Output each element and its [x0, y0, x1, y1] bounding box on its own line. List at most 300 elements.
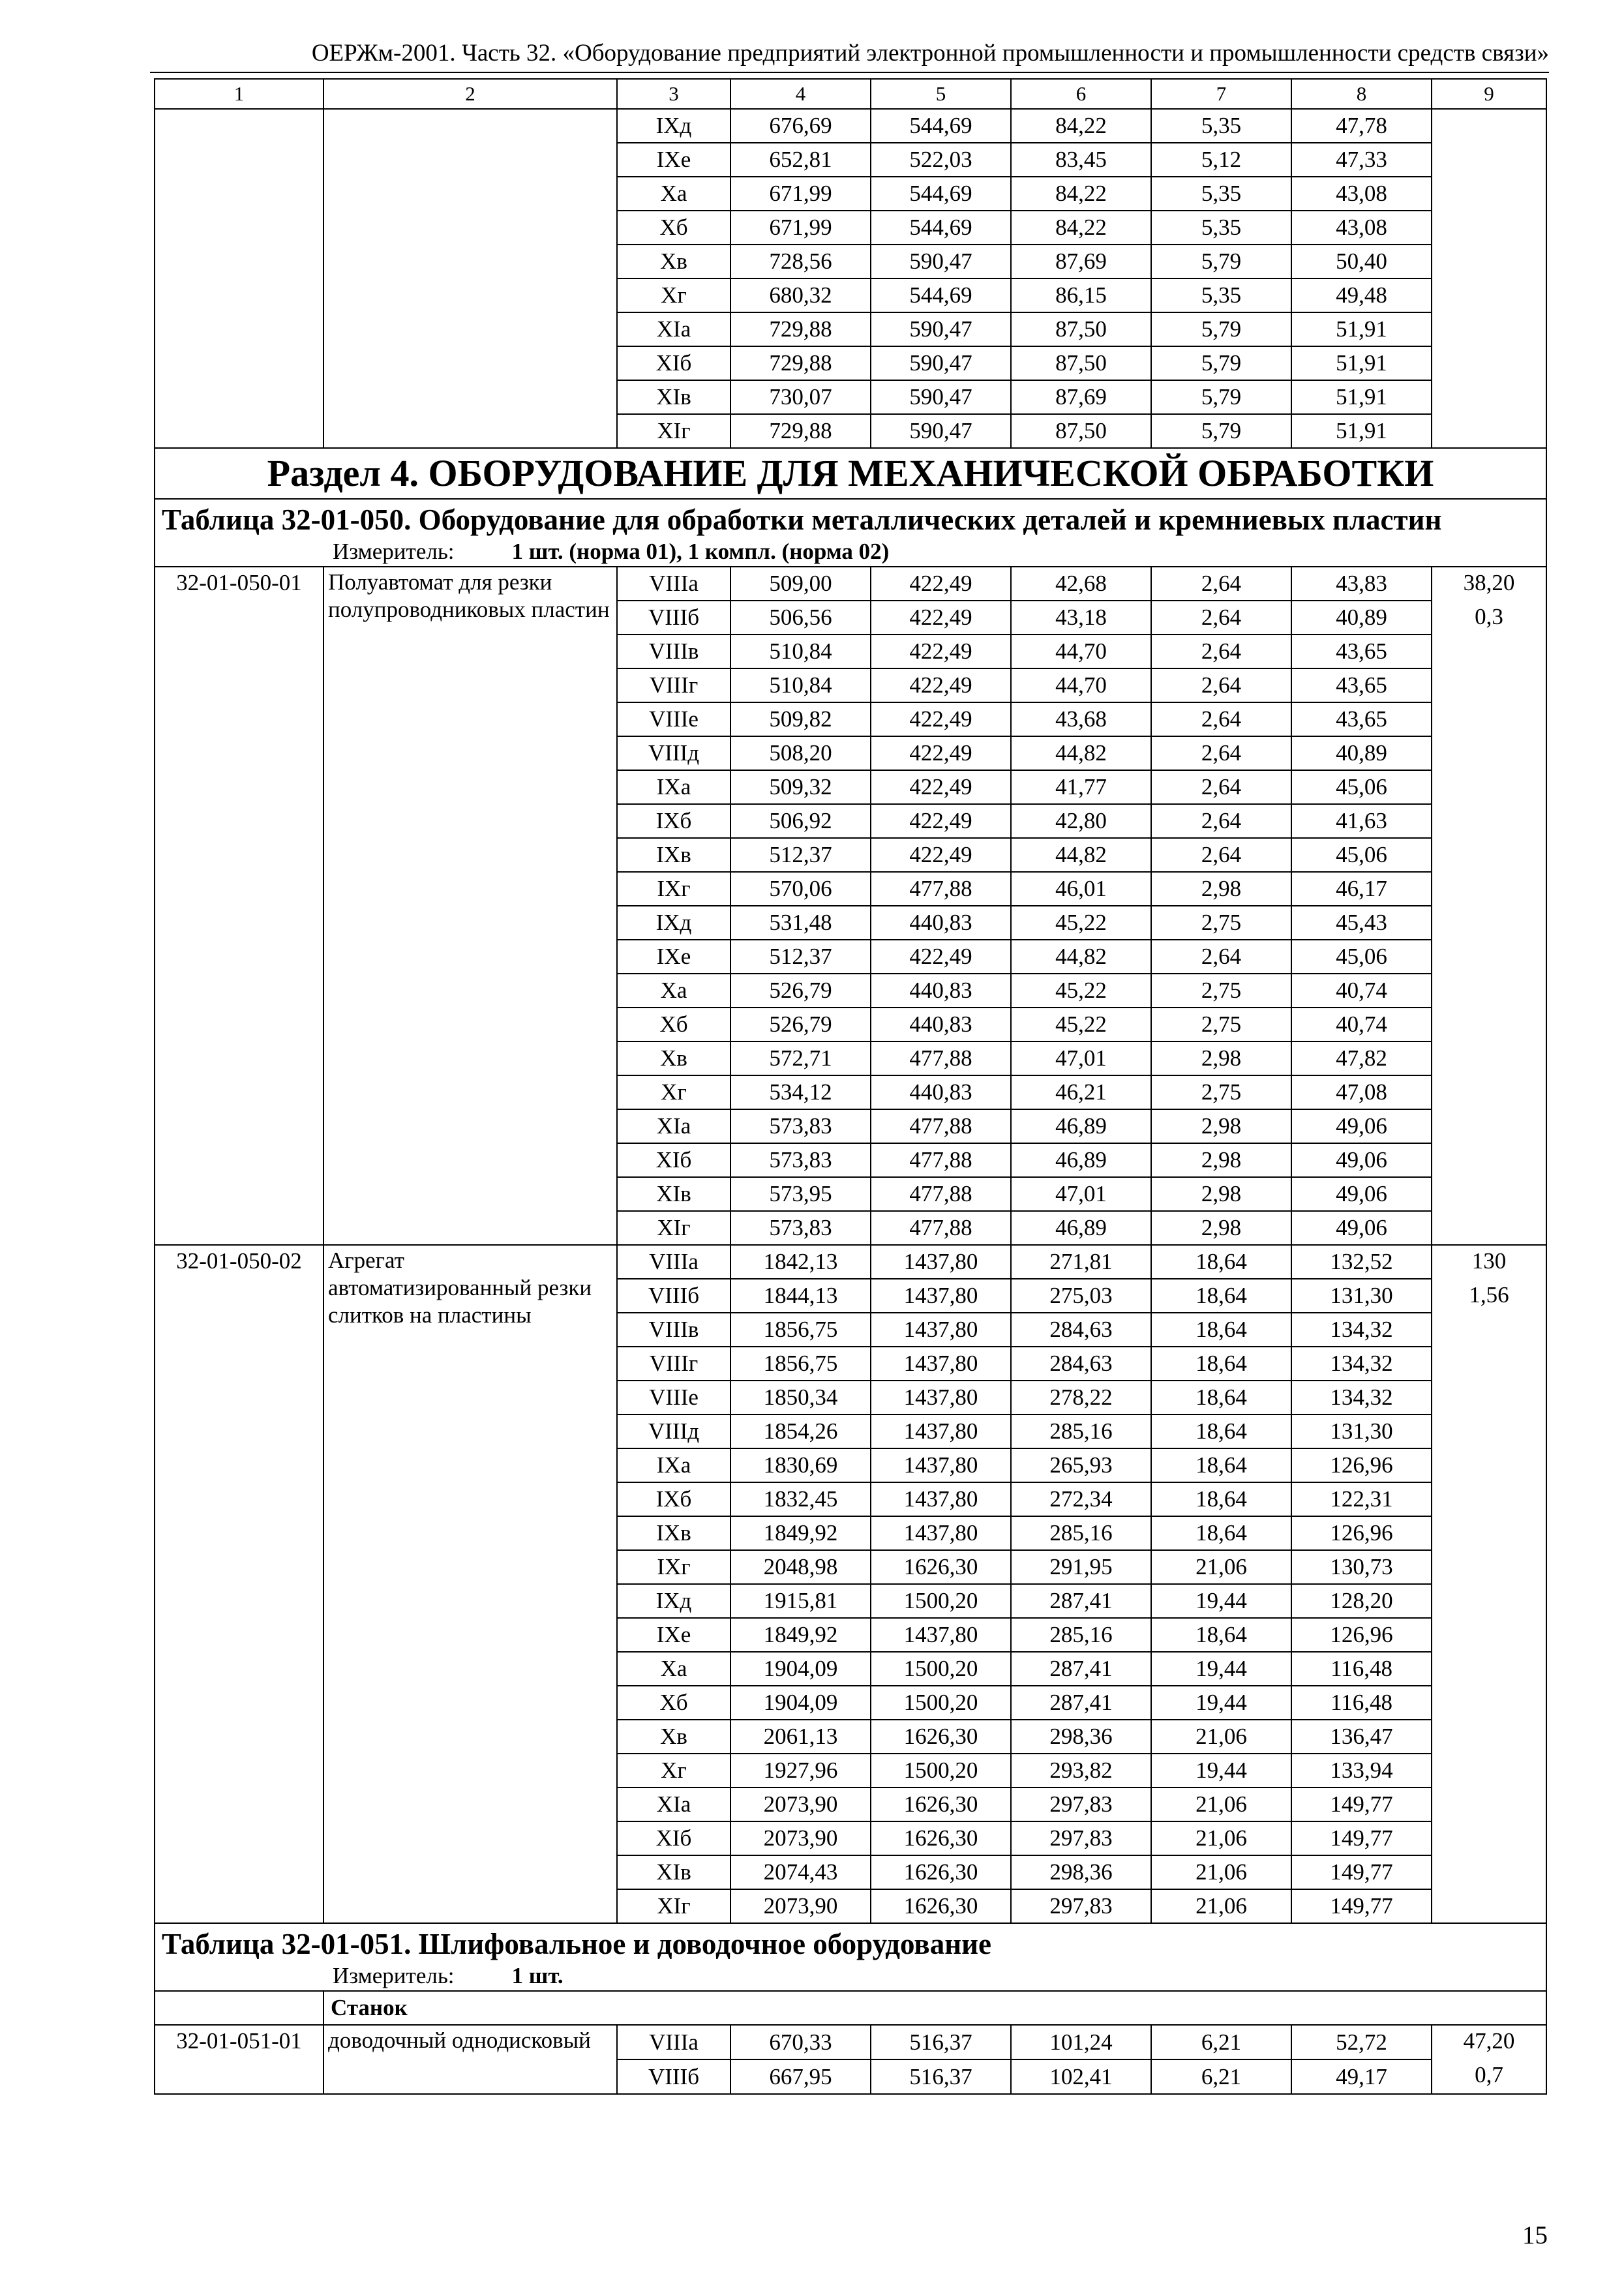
- value-cell: 2,64: [1151, 736, 1291, 770]
- value-cell: 87,50: [1011, 346, 1151, 380]
- value-cell: 1626,30: [871, 1720, 1011, 1754]
- value-cell: 298,36: [1011, 1855, 1151, 1889]
- col9-cell: [1432, 1245, 1546, 1923]
- col9-cell: [1432, 2025, 1546, 2094]
- value-cell: 5,79: [1151, 414, 1291, 448]
- value-cell: 101,24: [1011, 2025, 1151, 2059]
- value-cell: 422,49: [871, 770, 1011, 804]
- value-cell: 728,56: [730, 245, 871, 278]
- col9-value: 47,20: [1463, 2028, 1515, 2054]
- table-row: [155, 2025, 1546, 2059]
- value-cell: 122,31: [1291, 1482, 1432, 1516]
- value-cell: 46,17: [1291, 872, 1432, 906]
- value-cell: 130,73: [1291, 1550, 1432, 1584]
- value-cell: 116,48: [1291, 1652, 1432, 1686]
- value-cell: 40,74: [1291, 1008, 1432, 1041]
- value-cell: 297,83: [1011, 1889, 1151, 1923]
- value-cell: 1844,13: [730, 1279, 871, 1313]
- value-cell: 5,35: [1151, 109, 1291, 143]
- category-cell: IXe: [617, 143, 730, 177]
- value-cell: 83,45: [1011, 143, 1151, 177]
- value-cell: 2,64: [1151, 770, 1291, 804]
- table-title: Таблица 32-01-050. Оборудование для обработки металлических деталей и кремниевых пластин: [162, 503, 1442, 536]
- value-cell: 573,83: [730, 1143, 871, 1177]
- value-cell: 46,01: [1011, 872, 1151, 906]
- category-cell: XIг: [617, 1211, 730, 1245]
- value-cell: 44,82: [1011, 940, 1151, 974]
- col9-value: 38,20: [1463, 570, 1515, 595]
- group-label: Станок: [323, 1991, 1546, 2025]
- value-cell: 1849,92: [730, 1618, 871, 1652]
- value-cell: 45,06: [1291, 838, 1432, 872]
- value-cell: 5,79: [1151, 380, 1291, 414]
- value-cell: 1500,20: [871, 1652, 1011, 1686]
- value-cell: 1915,81: [730, 1584, 871, 1618]
- value-cell: 1437,80: [871, 1381, 1011, 1414]
- estimate-table: [154, 78, 1547, 2095]
- category-cell: VIIIб: [617, 1279, 730, 1313]
- value-cell: 40,89: [1291, 736, 1432, 770]
- value-cell: 477,88: [871, 1041, 1011, 1075]
- category-cell: VIIIa: [617, 1245, 730, 1279]
- value-cell: 46,21: [1011, 1075, 1151, 1109]
- column-number: 4: [730, 79, 871, 109]
- value-cell: 84,22: [1011, 109, 1151, 143]
- value-cell: 84,22: [1011, 211, 1151, 245]
- value-cell: 531,48: [730, 906, 871, 940]
- category-cell: VIIIд: [617, 736, 730, 770]
- category-cell: IXв: [617, 1516, 730, 1550]
- code-cell: [155, 109, 323, 448]
- value-cell: 87,50: [1011, 414, 1151, 448]
- column-number: 7: [1151, 79, 1291, 109]
- column-number: 3: [617, 79, 730, 109]
- category-cell: IXe: [617, 1618, 730, 1652]
- value-cell: 84,22: [1011, 177, 1151, 211]
- value-cell: 534,12: [730, 1075, 871, 1109]
- value-cell: 18,64: [1151, 1448, 1291, 1482]
- group-row: [155, 1991, 1546, 2025]
- category-cell: Xг: [617, 1075, 730, 1109]
- category-cell: VIIIa: [617, 2025, 730, 2059]
- value-cell: 729,88: [730, 414, 871, 448]
- value-cell: 285,16: [1011, 1618, 1151, 1652]
- category-cell: IXв: [617, 838, 730, 872]
- value-cell: 19,44: [1151, 1652, 1291, 1686]
- value-cell: 509,32: [730, 770, 871, 804]
- category-cell: XIб: [617, 346, 730, 380]
- value-cell: 572,71: [730, 1041, 871, 1075]
- value-cell: 6,21: [1151, 2059, 1291, 2094]
- item-name: Полуавтомат для резки полупроводниковых пластин: [323, 567, 617, 1245]
- value-cell: 667,95: [730, 2059, 871, 2094]
- value-cell: 671,99: [730, 211, 871, 245]
- value-cell: 509,00: [730, 567, 871, 601]
- category-cell: IXд: [617, 906, 730, 940]
- value-cell: 128,20: [1291, 1584, 1432, 1618]
- table-row: [155, 567, 1546, 601]
- value-cell: 422,49: [871, 567, 1011, 601]
- value-cell: 652,81: [730, 143, 871, 177]
- value-cell: 1437,80: [871, 1618, 1011, 1652]
- value-cell: 2,75: [1151, 1075, 1291, 1109]
- value-cell: 570,06: [730, 872, 871, 906]
- col9-value: 0,7: [1475, 2062, 1503, 2087]
- value-cell: 134,32: [1291, 1347, 1432, 1381]
- column-number: 6: [1011, 79, 1151, 109]
- meter-label: Измеритель:: [333, 1963, 455, 1988]
- category-cell: XIб: [617, 1821, 730, 1855]
- value-cell: 2073,90: [730, 1788, 871, 1821]
- table-title-row: [155, 499, 1546, 567]
- item-name: доводочный однодисковый: [323, 2025, 617, 2094]
- value-cell: 18,64: [1151, 1381, 1291, 1414]
- value-cell: 1927,96: [730, 1754, 871, 1788]
- category-cell: Xг: [617, 1754, 730, 1788]
- category-cell: XIa: [617, 312, 730, 346]
- value-cell: 477,88: [871, 872, 1011, 906]
- value-cell: 440,83: [871, 1008, 1011, 1041]
- value-cell: 51,91: [1291, 414, 1432, 448]
- value-cell: 516,37: [871, 2025, 1011, 2059]
- value-cell: 676,69: [730, 109, 871, 143]
- value-cell: 2,98: [1151, 1177, 1291, 1211]
- value-cell: 5,79: [1151, 312, 1291, 346]
- value-cell: 512,37: [730, 940, 871, 974]
- category-cell: VIIIд: [617, 1414, 730, 1448]
- category-cell: Xв: [617, 1720, 730, 1754]
- table-title-cell: [155, 1923, 1546, 1991]
- value-cell: 510,84: [730, 668, 871, 702]
- value-cell: 2073,90: [730, 1889, 871, 1923]
- value-cell: 2,98: [1151, 1041, 1291, 1075]
- table-row: [155, 1245, 1546, 1279]
- value-cell: 2073,90: [730, 1821, 871, 1855]
- value-cell: 42,80: [1011, 804, 1151, 838]
- value-cell: 126,96: [1291, 1618, 1432, 1652]
- value-cell: 1437,80: [871, 1414, 1011, 1448]
- value-cell: 1626,30: [871, 1821, 1011, 1855]
- value-cell: 45,22: [1011, 906, 1151, 940]
- category-cell: Xa: [617, 974, 730, 1008]
- value-cell: 278,22: [1011, 1381, 1151, 1414]
- value-cell: 45,22: [1011, 974, 1151, 1008]
- value-cell: 116,48: [1291, 1686, 1432, 1720]
- value-cell: 134,32: [1291, 1313, 1432, 1347]
- category-cell: VIIIг: [617, 1347, 730, 1381]
- value-cell: 2,64: [1151, 702, 1291, 736]
- column-number-row: [155, 79, 1546, 109]
- value-cell: 49,06: [1291, 1177, 1432, 1211]
- value-cell: 47,33: [1291, 143, 1432, 177]
- value-cell: 1850,34: [730, 1381, 871, 1414]
- column-number: 9: [1432, 79, 1546, 109]
- value-cell: 285,16: [1011, 1516, 1151, 1550]
- value-cell: 544,69: [871, 177, 1011, 211]
- value-cell: 730,07: [730, 380, 871, 414]
- value-cell: 149,77: [1291, 1889, 1432, 1923]
- code-cell: [155, 1991, 323, 2025]
- value-cell: 47,82: [1291, 1041, 1432, 1075]
- value-cell: 46,89: [1011, 1109, 1151, 1143]
- value-cell: 43,65: [1291, 702, 1432, 736]
- value-cell: 680,32: [730, 278, 871, 312]
- column-number: 1: [155, 79, 323, 109]
- category-cell: VIIIв: [617, 1313, 730, 1347]
- value-cell: 51,91: [1291, 380, 1432, 414]
- value-cell: 87,69: [1011, 380, 1151, 414]
- page-header: [150, 38, 1549, 73]
- value-cell: 2048,98: [730, 1550, 871, 1584]
- value-cell: 149,77: [1291, 1855, 1432, 1889]
- value-cell: 44,70: [1011, 668, 1151, 702]
- value-cell: 671,99: [730, 177, 871, 211]
- value-cell: 5,35: [1151, 278, 1291, 312]
- value-cell: 42,68: [1011, 567, 1151, 601]
- value-cell: 46,89: [1011, 1143, 1151, 1177]
- value-cell: 21,06: [1151, 1788, 1291, 1821]
- category-cell: Xг: [617, 278, 730, 312]
- value-cell: 18,64: [1151, 1313, 1291, 1347]
- category-cell: IXe: [617, 940, 730, 974]
- item-name: Агрегат автоматизированный резки слитков на пластины: [323, 1245, 617, 1923]
- value-cell: 45,22: [1011, 1008, 1151, 1041]
- value-cell: 21,06: [1151, 1821, 1291, 1855]
- value-cell: 44,82: [1011, 736, 1151, 770]
- value-cell: 43,65: [1291, 635, 1432, 668]
- value-cell: 1500,20: [871, 1754, 1011, 1788]
- category-cell: IXд: [617, 1584, 730, 1618]
- meter-line: [162, 1962, 1539, 1990]
- value-cell: 573,83: [730, 1109, 871, 1143]
- value-cell: 1849,92: [730, 1516, 871, 1550]
- value-cell: 1904,09: [730, 1652, 871, 1686]
- table-title: Таблица 32-01-051. Шлифовальное и доводочное оборудование: [162, 1928, 992, 1960]
- value-cell: 544,69: [871, 109, 1011, 143]
- page-number: 15: [1522, 2221, 1548, 2249]
- value-cell: 49,06: [1291, 1211, 1432, 1245]
- value-cell: 18,64: [1151, 1279, 1291, 1313]
- col9-value: 0,3: [1475, 604, 1503, 629]
- meter-value: 1 шт.: [511, 1963, 564, 1988]
- category-cell: VIIIa: [617, 567, 730, 601]
- value-cell: 297,83: [1011, 1821, 1151, 1855]
- value-cell: 49,06: [1291, 1143, 1432, 1177]
- value-cell: 440,83: [871, 974, 1011, 1008]
- value-cell: 87,50: [1011, 312, 1151, 346]
- value-cell: 2,64: [1151, 838, 1291, 872]
- category-cell: XIв: [617, 1855, 730, 1889]
- category-cell: XIг: [617, 1889, 730, 1923]
- category-cell: XIг: [617, 414, 730, 448]
- value-cell: 2,64: [1151, 601, 1291, 635]
- value-cell: 1832,45: [730, 1482, 871, 1516]
- value-cell: 47,01: [1011, 1041, 1151, 1075]
- value-cell: 590,47: [871, 312, 1011, 346]
- value-cell: 729,88: [730, 312, 871, 346]
- col9-cell: [1432, 567, 1546, 1245]
- value-cell: 477,88: [871, 1109, 1011, 1143]
- value-cell: 5,79: [1151, 346, 1291, 380]
- value-cell: 422,49: [871, 668, 1011, 702]
- table-title-cell: [155, 499, 1546, 567]
- column-number: 2: [323, 79, 617, 109]
- value-cell: 5,35: [1151, 177, 1291, 211]
- col9-value: 130: [1471, 1248, 1507, 1274]
- table-title-row: [155, 1923, 1546, 1991]
- value-cell: 1626,30: [871, 1889, 1011, 1923]
- value-cell: 21,06: [1151, 1550, 1291, 1584]
- category-cell: XIa: [617, 1788, 730, 1821]
- value-cell: 1500,20: [871, 1686, 1011, 1720]
- value-cell: 440,83: [871, 1075, 1011, 1109]
- value-cell: 271,81: [1011, 1245, 1151, 1279]
- category-cell: XIб: [617, 1143, 730, 1177]
- category-cell: IXa: [617, 1448, 730, 1482]
- value-cell: 18,64: [1151, 1482, 1291, 1516]
- category-cell: Xв: [617, 245, 730, 278]
- value-cell: 298,36: [1011, 1720, 1151, 1754]
- section-title: Раздел 4. ОБОРУДОВАНИЕ ДЛЯ МЕХАНИЧЕСКОЙ ОБРАБОТКИ: [155, 448, 1546, 499]
- value-cell: 509,82: [730, 702, 871, 736]
- category-cell: IXг: [617, 1550, 730, 1584]
- value-cell: 47,01: [1011, 1177, 1151, 1211]
- value-cell: 19,44: [1151, 1754, 1291, 1788]
- value-cell: 21,06: [1151, 1889, 1291, 1923]
- value-cell: 44,82: [1011, 838, 1151, 872]
- value-cell: 1830,69: [730, 1448, 871, 1482]
- value-cell: 47,08: [1291, 1075, 1432, 1109]
- value-cell: 477,88: [871, 1211, 1011, 1245]
- meter-label: Измеритель:: [333, 539, 455, 564]
- value-cell: 590,47: [871, 380, 1011, 414]
- value-cell: 516,37: [871, 2059, 1011, 2094]
- value-cell: 45,43: [1291, 906, 1432, 940]
- value-cell: 18,64: [1151, 1245, 1291, 1279]
- value-cell: 131,30: [1291, 1279, 1432, 1313]
- value-cell: 41,63: [1291, 804, 1432, 838]
- value-cell: 40,74: [1291, 974, 1432, 1008]
- item-code: 32-01-050-01: [155, 567, 323, 1245]
- category-cell: Xв: [617, 1041, 730, 1075]
- value-cell: 133,94: [1291, 1754, 1432, 1788]
- section-row: [155, 448, 1546, 499]
- value-cell: 590,47: [871, 414, 1011, 448]
- value-cell: 47,78: [1291, 109, 1432, 143]
- value-cell: 2,64: [1151, 567, 1291, 601]
- value-cell: 526,79: [730, 1008, 871, 1041]
- value-cell: 51,91: [1291, 312, 1432, 346]
- meter-value: 1 шт. (норма 01), 1 компл. (норма 02): [511, 539, 890, 564]
- column-number: 8: [1291, 79, 1432, 109]
- value-cell: 18,64: [1151, 1618, 1291, 1652]
- value-cell: 87,69: [1011, 245, 1151, 278]
- value-cell: 49,48: [1291, 278, 1432, 312]
- value-cell: 43,08: [1291, 211, 1432, 245]
- value-cell: 293,82: [1011, 1754, 1151, 1788]
- value-cell: 284,63: [1011, 1313, 1151, 1347]
- value-cell: 1437,80: [871, 1245, 1011, 1279]
- value-cell: 1856,75: [730, 1313, 871, 1347]
- value-cell: 1854,26: [730, 1414, 871, 1448]
- value-cell: 18,64: [1151, 1414, 1291, 1448]
- value-cell: 131,30: [1291, 1414, 1432, 1448]
- value-cell: 5,12: [1151, 143, 1291, 177]
- value-cell: 1437,80: [871, 1482, 1011, 1516]
- category-cell: VIIIб: [617, 2059, 730, 2094]
- value-cell: 2,75: [1151, 906, 1291, 940]
- value-cell: 297,83: [1011, 1788, 1151, 1821]
- category-cell: VIIIг: [617, 668, 730, 702]
- value-cell: 2,64: [1151, 635, 1291, 668]
- value-cell: 21,06: [1151, 1855, 1291, 1889]
- category-cell: Xa: [617, 177, 730, 211]
- value-cell: 573,95: [730, 1177, 871, 1211]
- category-cell: IXд: [617, 109, 730, 143]
- value-cell: 265,93: [1011, 1448, 1151, 1482]
- value-cell: 43,08: [1291, 177, 1432, 211]
- value-cell: 43,68: [1011, 702, 1151, 736]
- value-cell: 506,92: [730, 804, 871, 838]
- value-cell: 43,18: [1011, 601, 1151, 635]
- value-cell: 287,41: [1011, 1652, 1151, 1686]
- value-cell: 5,35: [1151, 211, 1291, 245]
- category-cell: Xб: [617, 1008, 730, 1041]
- value-cell: 45,06: [1291, 940, 1432, 974]
- value-cell: 285,16: [1011, 1414, 1151, 1448]
- value-cell: 422,49: [871, 736, 1011, 770]
- value-cell: 51,91: [1291, 346, 1432, 380]
- value-cell: 2,64: [1151, 804, 1291, 838]
- value-cell: 291,95: [1011, 1550, 1151, 1584]
- value-cell: 18,64: [1151, 1347, 1291, 1381]
- value-cell: 284,63: [1011, 1347, 1151, 1381]
- value-cell: 21,06: [1151, 1720, 1291, 1754]
- value-cell: 1437,80: [871, 1516, 1011, 1550]
- header-title: ОЕРЖм-2001. Часть 32. «Оборудование предприятий электронной промышленности и промышленности средств связи»: [311, 40, 1549, 67]
- value-cell: 2,98: [1151, 1211, 1291, 1245]
- value-cell: 1437,80: [871, 1279, 1011, 1313]
- value-cell: 508,20: [730, 736, 871, 770]
- value-cell: 670,33: [730, 2025, 871, 2059]
- value-cell: 2,75: [1151, 974, 1291, 1008]
- value-cell: 2074,43: [730, 1855, 871, 1889]
- value-cell: 2061,13: [730, 1720, 871, 1754]
- value-cell: 134,32: [1291, 1381, 1432, 1414]
- value-cell: 19,44: [1151, 1686, 1291, 1720]
- value-cell: 41,77: [1011, 770, 1151, 804]
- value-cell: 729,88: [730, 346, 871, 380]
- value-cell: 2,98: [1151, 1109, 1291, 1143]
- value-cell: 52,72: [1291, 2025, 1432, 2059]
- value-cell: 149,77: [1291, 1788, 1432, 1821]
- value-cell: 526,79: [730, 974, 871, 1008]
- value-cell: 544,69: [871, 211, 1011, 245]
- category-cell: IXa: [617, 770, 730, 804]
- value-cell: 40,89: [1291, 601, 1432, 635]
- value-cell: 2,64: [1151, 940, 1291, 974]
- value-cell: 2,64: [1151, 668, 1291, 702]
- value-cell: 573,83: [730, 1211, 871, 1245]
- column-number: 5: [871, 79, 1011, 109]
- value-cell: 512,37: [730, 838, 871, 872]
- value-cell: 46,89: [1011, 1211, 1151, 1245]
- item-code: 32-01-051-01: [155, 2025, 323, 2094]
- value-cell: 6,21: [1151, 2025, 1291, 2059]
- value-cell: 1437,80: [871, 1448, 1011, 1482]
- value-cell: 1842,13: [730, 1245, 871, 1279]
- value-cell: 522,03: [871, 143, 1011, 177]
